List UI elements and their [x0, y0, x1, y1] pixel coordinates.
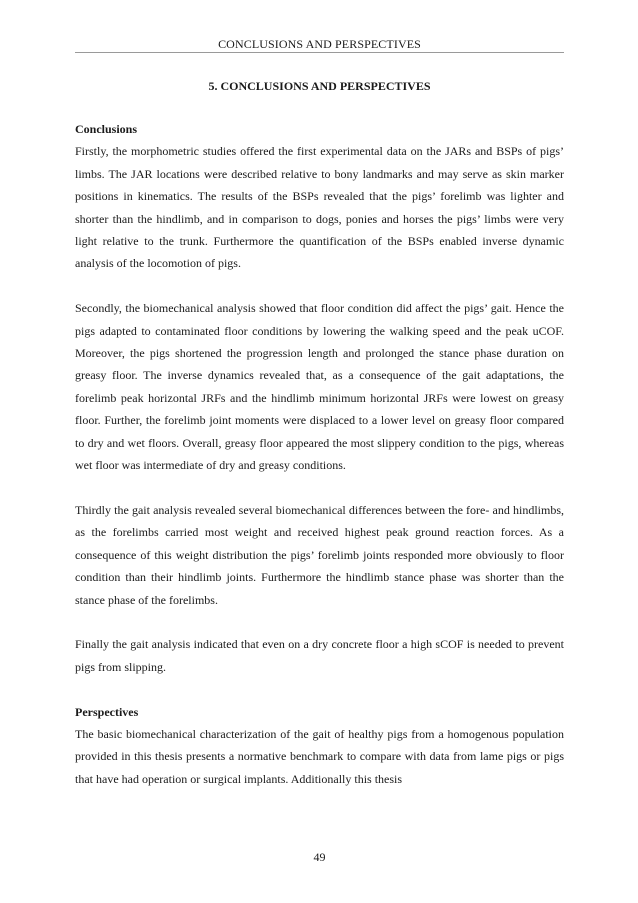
running-header: CONCLUSIONS AND PERSPECTIVES — [218, 37, 421, 51]
paragraph-conclusions-1: Firstly, the morphometric studies offered the first experimental data on the JARs and BSPs of pigs’ limbs. The JAR locations were described relative to bony landmarks and may serve as skin marker positions in kinematics. The results of the BSPs revealed that the pigs’ forelimb was lighter and shorter than the hindlimb, and in comparison to dogs, ponies and horses the pigs’ limbs were very light relative to the trunk. Furthermore the quantification of the BSPs enabled inverse dynamic analysis of the locomotion of pigs. — [75, 144, 564, 271]
body-text — [75, 118, 564, 790]
paragraph-conclusions-4: Finally the gait analysis indicated that even on a dry concrete floor a high sCOF is needed to prevent pigs from slipping. — [75, 637, 564, 674]
paragraph-perspectives-1: The basic biomechanical characterization of the gait of healthy pigs from a homogenous population provided in this thesis presents a normative benchmark to compare with data from lame pigs or pigs that have had operation or surgical implants. Additionally this thesis — [75, 726, 564, 786]
section-heading-perspectives: Perspectives — [75, 704, 139, 719]
chapter-title: 5. CONCLUSIONS AND PERSPECTIVES — [208, 79, 431, 93]
paragraph-conclusions-3: Thirdly the gait analysis revealed several biomechanical differences between the fore- and hindlimbs, as the forelimbs carried most weight and received highest peak ground reaction forces. As a consequence of this weight distribution the pigs’ forelimb joints responded more obviously to floor condition than their hindlimb joints. Furthermore the hindlimb stance phase was shorter than the stance phase of the forelimbs. — [75, 502, 564, 607]
section-heading-conclusions: Conclusions — [75, 122, 138, 136]
header-divider — [75, 52, 564, 53]
paragraph-conclusions-2: Secondly, the biomechanical analysis showed that floor condition did affect the pigs’ gait. Hence the pigs adapted to contaminated floor conditions by lowering the walking speed and the peak uCOF. Moreover, the pigs shortened the progression length and prolonged the stance phase duration on greasy floor. The inverse dynamics revealed that, as a consequence of the gait adaptations, the forelimb peak horizontal JRFs and the hindlimb minimum horizontal JRFs were lowest on greasy floor. Further, the forelimb joint moments were displaced to a lower level on greasy floor compared to dry and wet floors. Overall, greasy floor appeared the most slippery condition to the pigs, whereas wet floor was intermediate of dry and greasy conditions. — [75, 301, 564, 473]
page-number: 49 — [313, 850, 326, 864]
